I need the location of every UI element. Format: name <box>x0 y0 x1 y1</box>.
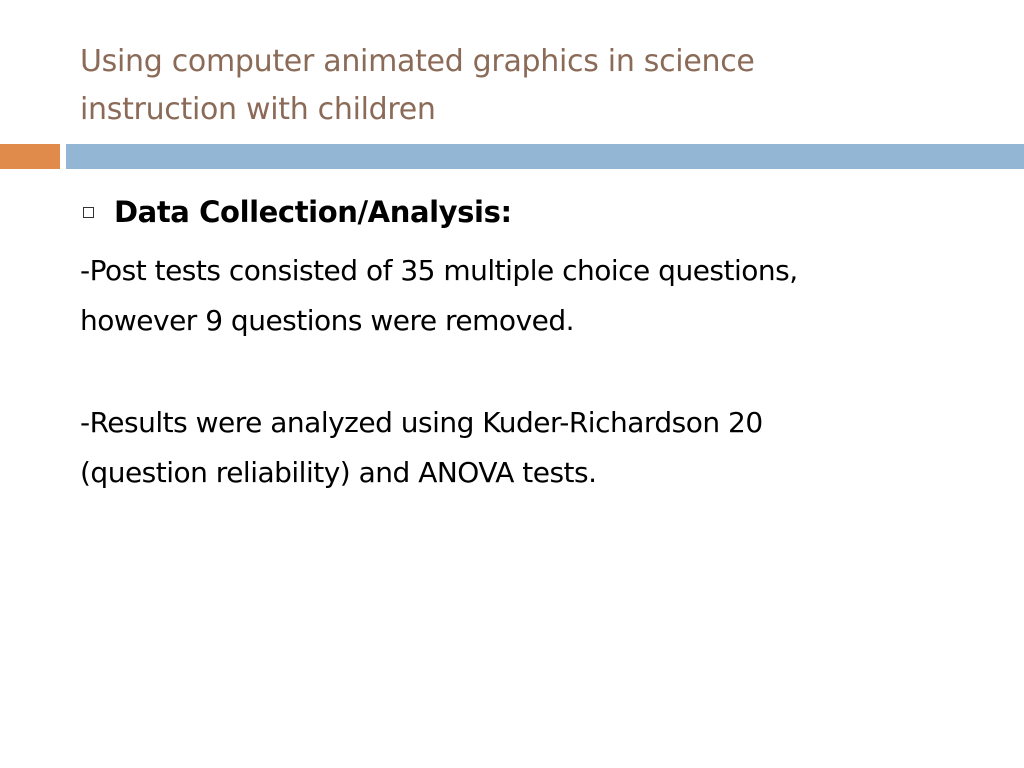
slide-title-line-1: Using computer animated graphics in science <box>80 44 755 79</box>
paragraph-line: -Results were analyzed using Kuder-Richardson 20 <box>80 406 763 439</box>
paragraph-results <box>80 398 980 498</box>
paragraph-line: however 9 questions were removed. <box>80 304 575 337</box>
accent-bar-blue <box>66 144 1024 169</box>
hollow-square-bullet-icon <box>83 207 94 218</box>
bullet-item <box>80 188 980 236</box>
slide-title <box>80 38 940 134</box>
bullet-heading: Data Collection/Analysis: <box>114 195 512 229</box>
paragraph-line: (question reliability) and ANOVA tests. <box>80 456 597 489</box>
accent-bar-orange <box>0 144 60 169</box>
paragraph-post-tests <box>80 246 980 346</box>
slide-body <box>80 188 980 498</box>
slide-title-line-2: instruction with children <box>80 92 436 127</box>
paragraph-line: -Post tests consisted of 35 multiple choice questions, <box>80 254 798 287</box>
